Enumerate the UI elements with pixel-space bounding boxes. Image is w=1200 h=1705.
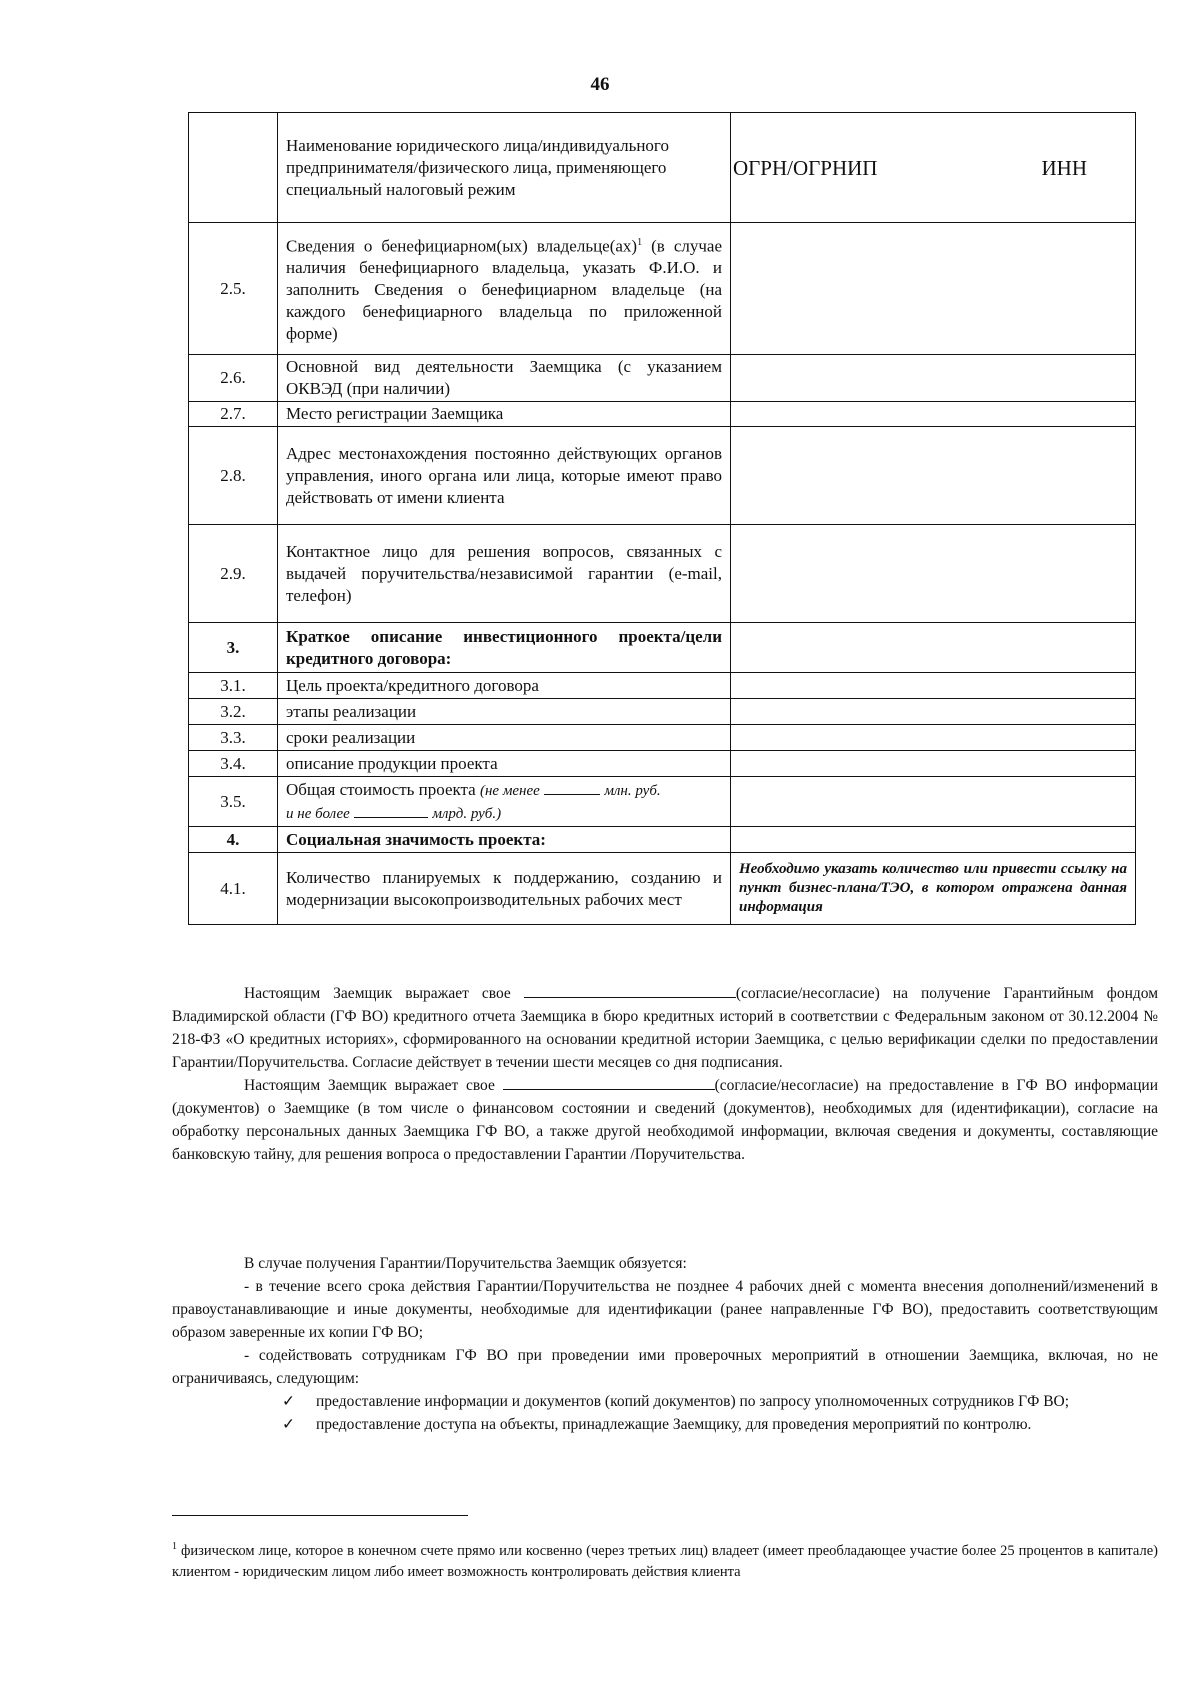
row-label: Краткое описание инвестиционного проекта/цели кредитного договора: <box>278 623 731 673</box>
row-label: сроки реализации <box>278 725 731 751</box>
table-row <box>189 853 1136 925</box>
table-row <box>189 402 1136 427</box>
checkmark-icon: ✓ <box>282 1416 295 1433</box>
row-number: 3.3. <box>189 725 278 751</box>
row-number: 3.5. <box>189 777 278 827</box>
entity-name-label: Наименование юридического лица/индивидуального предпринимателя/физического лица, применяющего специальный налоговый режим <box>278 113 731 223</box>
row-label: Основной вид деятельности Заемщика (с указанием ОКВЭД (при наличии) <box>278 355 731 402</box>
row-label: Количество планируемых к поддержанию, созданию и модернизации высокопроизводительных рабочих мест <box>278 853 731 925</box>
table-row <box>189 673 1136 699</box>
row-value-cell <box>731 777 1136 827</box>
row-number: 3. <box>189 623 278 673</box>
row-number: 2.7. <box>189 402 278 427</box>
obligation-2: - содействовать сотрудникам ГФ ВО при проведении ими проверочных мероприятий в отношении Заемщика, включая, но не ограничиваясь, следующим: <box>172 1347 1158 1387</box>
table-row <box>189 699 1136 725</box>
page-number: 46 <box>590 74 610 95</box>
row-value-cell <box>731 427 1136 525</box>
consent-paragraph-1: Настоящим Заемщик выражает свое (согласие/несогласие) на получение Гарантийным фондом Владимирской области (ГФ ВО) кредитного отчета Заемщика в бюро кредитных историй в соответствии с Федеральным законом от 30.12.2004 № 218-ФЗ «О кредитных историях», сформированного на основании кредитной истории Заемщика, с целью верификации сделки по предоставлении Гарантии/Поручительства. Согласие действует в течении шести месяцев со дня подписания. <box>172 985 1159 1071</box>
row-value-cell <box>731 827 1136 853</box>
row-label: Общая стоимость проекта (не менее млн. руб. и не более млрд. руб.) <box>278 777 731 827</box>
inn-header: ИНН <box>1041 155 1087 180</box>
table-row <box>189 725 1136 751</box>
consent-blank-2[interactable] <box>503 1075 715 1090</box>
application-table <box>188 112 1136 925</box>
consent-section <box>172 982 1158 1166</box>
footnote-divider <box>172 1515 468 1516</box>
row-note: Необходимо указать количество или привести ссылку на пункт бизнес-плана/ТЭО, в котором отражена данная информация <box>731 853 1136 925</box>
row-value-cell <box>731 725 1136 751</box>
row-label: Сведения о бенефициарном(ых) владельце(ах)$^1$ (в случае наличия бенефициарного владельца, указать Ф.И.О. и заполнить Сведения о бенефициарном владельце (на каждого бенефициарного владельца по приложенной форме) <box>278 223 731 355</box>
footnote-ref: 1 <box>637 236 643 248</box>
row-number: 2.9. <box>189 525 278 623</box>
row-number: 2.6. <box>189 355 278 402</box>
row-value-cell <box>731 355 1136 402</box>
table-cell-num <box>189 113 278 223</box>
obligations-intro: В случае получения Гарантии/Поручительства Заемщик обязуется: <box>244 1255 687 1272</box>
row-label: этапы реализации <box>278 699 731 725</box>
row-value-cell <box>731 673 1136 699</box>
table-row <box>189 777 1136 827</box>
row-value-cell <box>731 223 1136 355</box>
row-number: 4. <box>189 827 278 853</box>
footnote: $^1$ физическом лице, которое в конечном счете прямо или косвенно (через третьих лиц) владеет (имеет преобладающее участие более 25 процентов в капитале) клиентом - юридическим лицом либо имеет возможность контролировать действия клиента <box>172 1541 1158 1580</box>
row-number: 3.1. <box>189 673 278 699</box>
footnote-mark: 1 <box>172 1541 177 1552</box>
table-row <box>189 223 1136 355</box>
ogrn-header: ОГРН/ОГРНИП <box>733 155 878 180</box>
row-value-cell <box>731 699 1136 725</box>
table-row <box>189 355 1136 402</box>
table-row <box>189 623 1136 673</box>
obligation-1: - в течение всего срока действия Гарантии/Поручительства не позднее 4 рабочих дней с момента внесения дополнений/изменений в правоустанавливающие и иные документы, необходимые для идентификации (ранее направленные ГФ ВО), предоставить соответствующим образом заверенные их копии ГФ ВО; <box>172 1278 1158 1341</box>
table-row <box>189 751 1136 777</box>
row-value-cell <box>731 751 1136 777</box>
min-cost-blank[interactable] <box>544 780 600 795</box>
check-item: ✓ предоставление доступа на объекты, принадлежащие Заемщику, для проведения мероприятий по контролю. <box>172 1413 1158 1436</box>
row-value-cell <box>731 525 1136 623</box>
max-cost-blank[interactable] <box>354 803 428 818</box>
row-number: 3.2. <box>189 699 278 725</box>
table-row <box>189 427 1136 525</box>
row-label: Место регистрации Заемщика <box>278 402 731 427</box>
row-value-cell <box>731 402 1136 427</box>
row-value-cell <box>731 623 1136 673</box>
obligations-section <box>172 1252 1158 1436</box>
table-row <box>189 525 1136 623</box>
row-number: 4.1. <box>189 853 278 925</box>
table-row <box>189 827 1136 853</box>
row-label: описание продукции проекта <box>278 751 731 777</box>
row-label: Цель проекта/кредитного договора <box>278 673 731 699</box>
table-header-row <box>189 113 1136 223</box>
row-label: Социальная значимость проекта: <box>278 827 731 853</box>
row-number: 2.8. <box>189 427 278 525</box>
consent-blank-1[interactable] <box>524 983 736 998</box>
consent-paragraph-2: Настоящим Заемщик выражает свое (согласие/несогласие) на предоставление в ГФ ВО информации (документов) о Заемщике (в том числе о финансовом состоянии и сведений (документов), необходимых для (идентификации), согласие на обработку персональных данных Заемщика ГФ ВО, а также другой необходимой информации, включая сведения и документы, составляющие банковскую тайну, для решения вопроса о предоставлении Гарантии /Поручительства. <box>172 1077 1159 1163</box>
row-label: Контактное лицо для решения вопросов, связанных с выдачей поручительства/независимой гарантии (e-mail, телефон) <box>278 525 731 623</box>
row-label: Адрес местонахождения постоянно действующих органов управления, иного органа или лица, которые имеют право действовать от имени клиента <box>278 427 731 525</box>
row-number: 2.5. <box>189 223 278 355</box>
row-number: 3.4. <box>189 751 278 777</box>
check-item: ✓ предоставление информации и документов (копий документов) по запросу уполномоченных сотрудников ГФ ВО; <box>172 1390 1158 1413</box>
checkmark-icon: ✓ <box>282 1393 295 1410</box>
header-id-cell <box>731 113 1136 223</box>
